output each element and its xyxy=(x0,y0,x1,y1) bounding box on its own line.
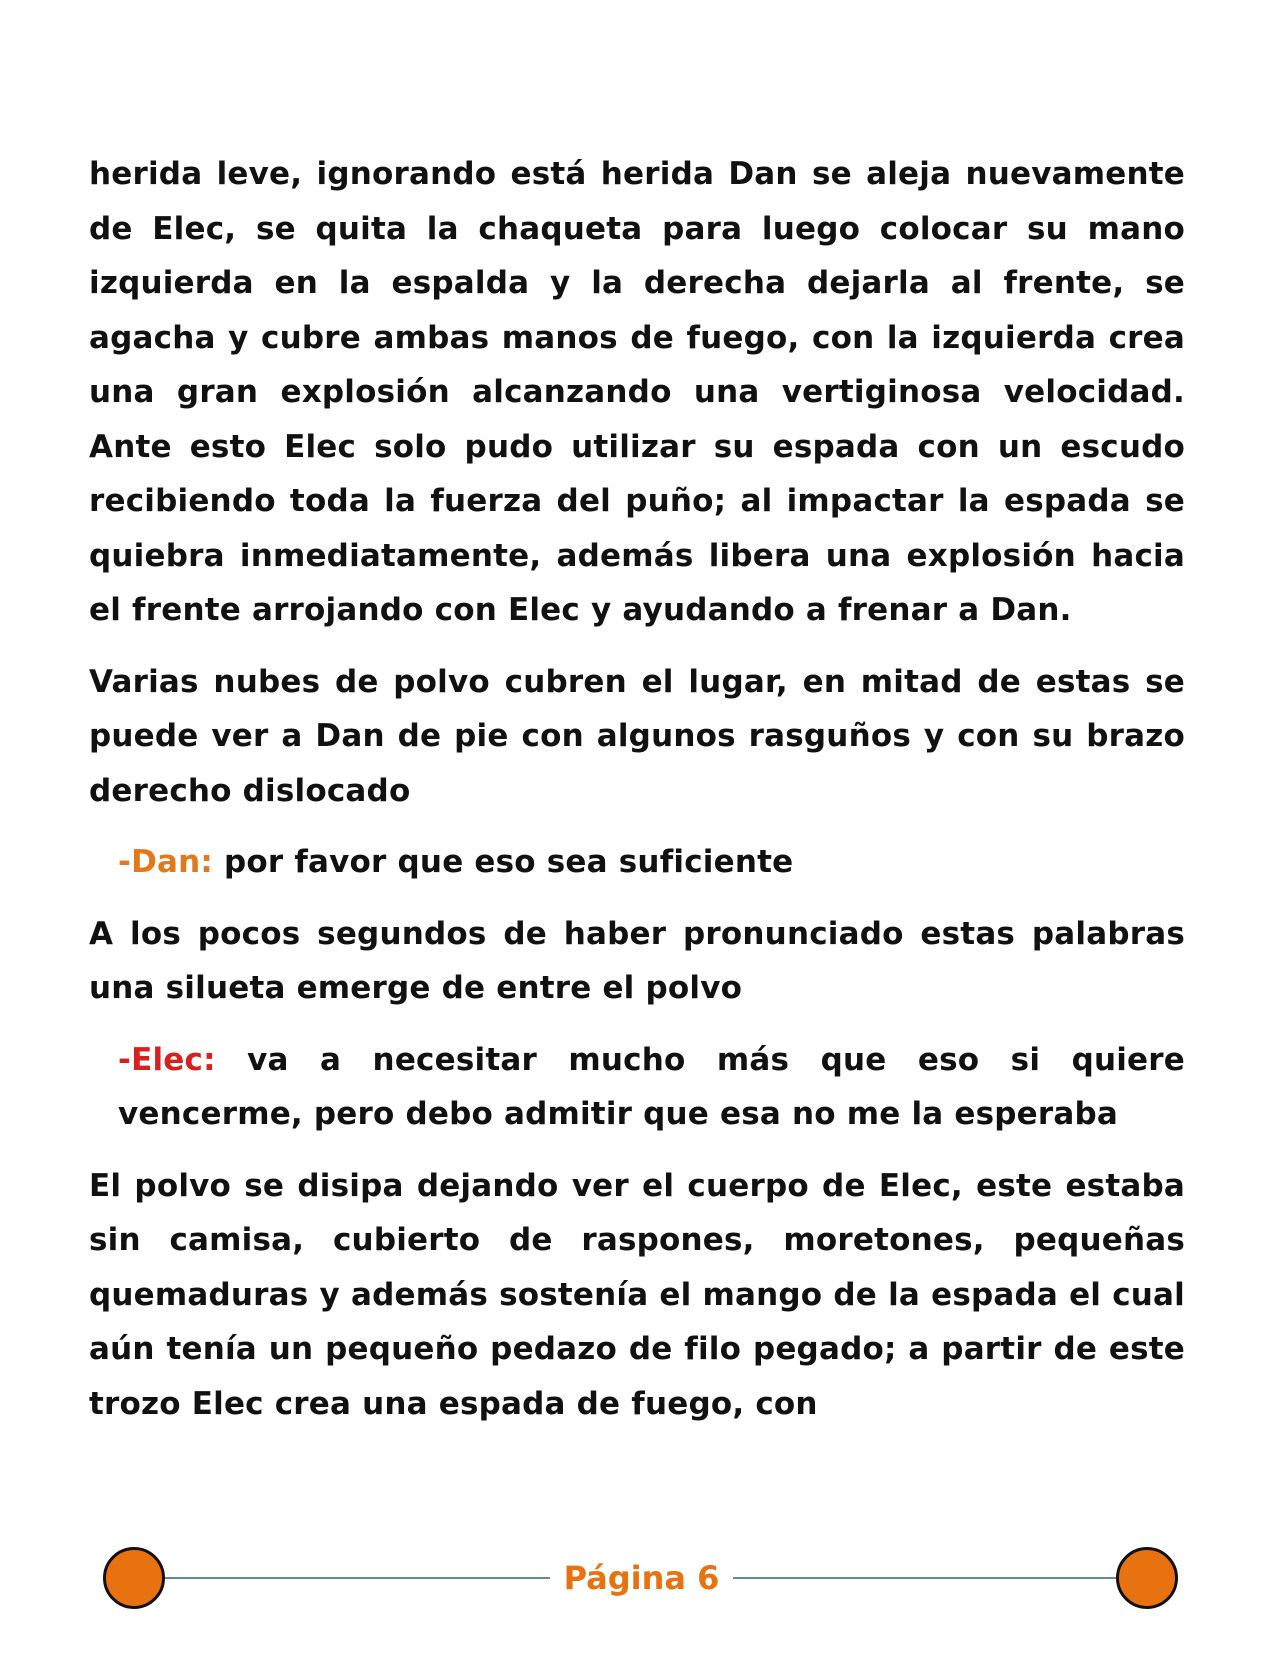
page-footer xyxy=(0,1540,1280,1620)
footer-left-divider xyxy=(165,1577,550,1579)
speaker-dan: -Dan: xyxy=(118,844,213,880)
paragraph-2: Varias nubes de polvo cubren el lugar, en mitad de estas se puede ver a Dan de pie con algunos rasguños y con su brazo derecho dislocado xyxy=(89,663,1185,809)
dialogue-dan-text: por favor que eso sea suficiente xyxy=(212,844,794,880)
page-number: Página 6 xyxy=(563,1559,720,1597)
dialogue-elec xyxy=(118,1033,1185,1142)
dialogue-dan xyxy=(118,835,1185,890)
paragraph-1: herida leve, ignorando está herida Dan se aleja nuevamente de Elec, se quita la chaqueta para luego colocar su mano izquierda en la espalda y la derecha dejarla al frente, se agacha y cubre ambas manos de fuego, con la izquierda crea una gran explosión alcanzando una vertiginosa velocidad. Ante esto Elec solo pudo utilizar su espada con un escudo recibiendo toda la fuerza del puño; al impactar la espada se quiebra inmediatamente, además libera una explosión hacia el frente arrojando con Elec y ayudando a frenar a Dan. xyxy=(89,156,1185,628)
paragraph-4: El polvo se disipa dejando ver el cuerpo de Elec, este estaba sin camisa, cubierto de raspones, moretones, pequeñas quemaduras y además sostenía el mango de la espada el cual aún tenía un pequeño pedazo de filo pegado; a partir de este trozo Elec crea una espada de fuego, con xyxy=(89,1167,1185,1422)
page-body xyxy=(89,147,1185,1448)
footer-left-circle-icon xyxy=(103,1547,165,1609)
paragraph-3: A los pocos segundos de haber pronunciado estas palabras una silueta emerge de entre el polvo xyxy=(89,915,1185,1006)
dialogue-elec-text: va a necesitar mucho más que eso si quiere vencerme, pero debo admitir que esa no me la esperaba xyxy=(118,1041,1185,1132)
speaker-elec: -Elec: xyxy=(118,1041,216,1078)
footer-right-circle-icon xyxy=(1116,1547,1178,1609)
footer-right-divider xyxy=(733,1577,1116,1579)
